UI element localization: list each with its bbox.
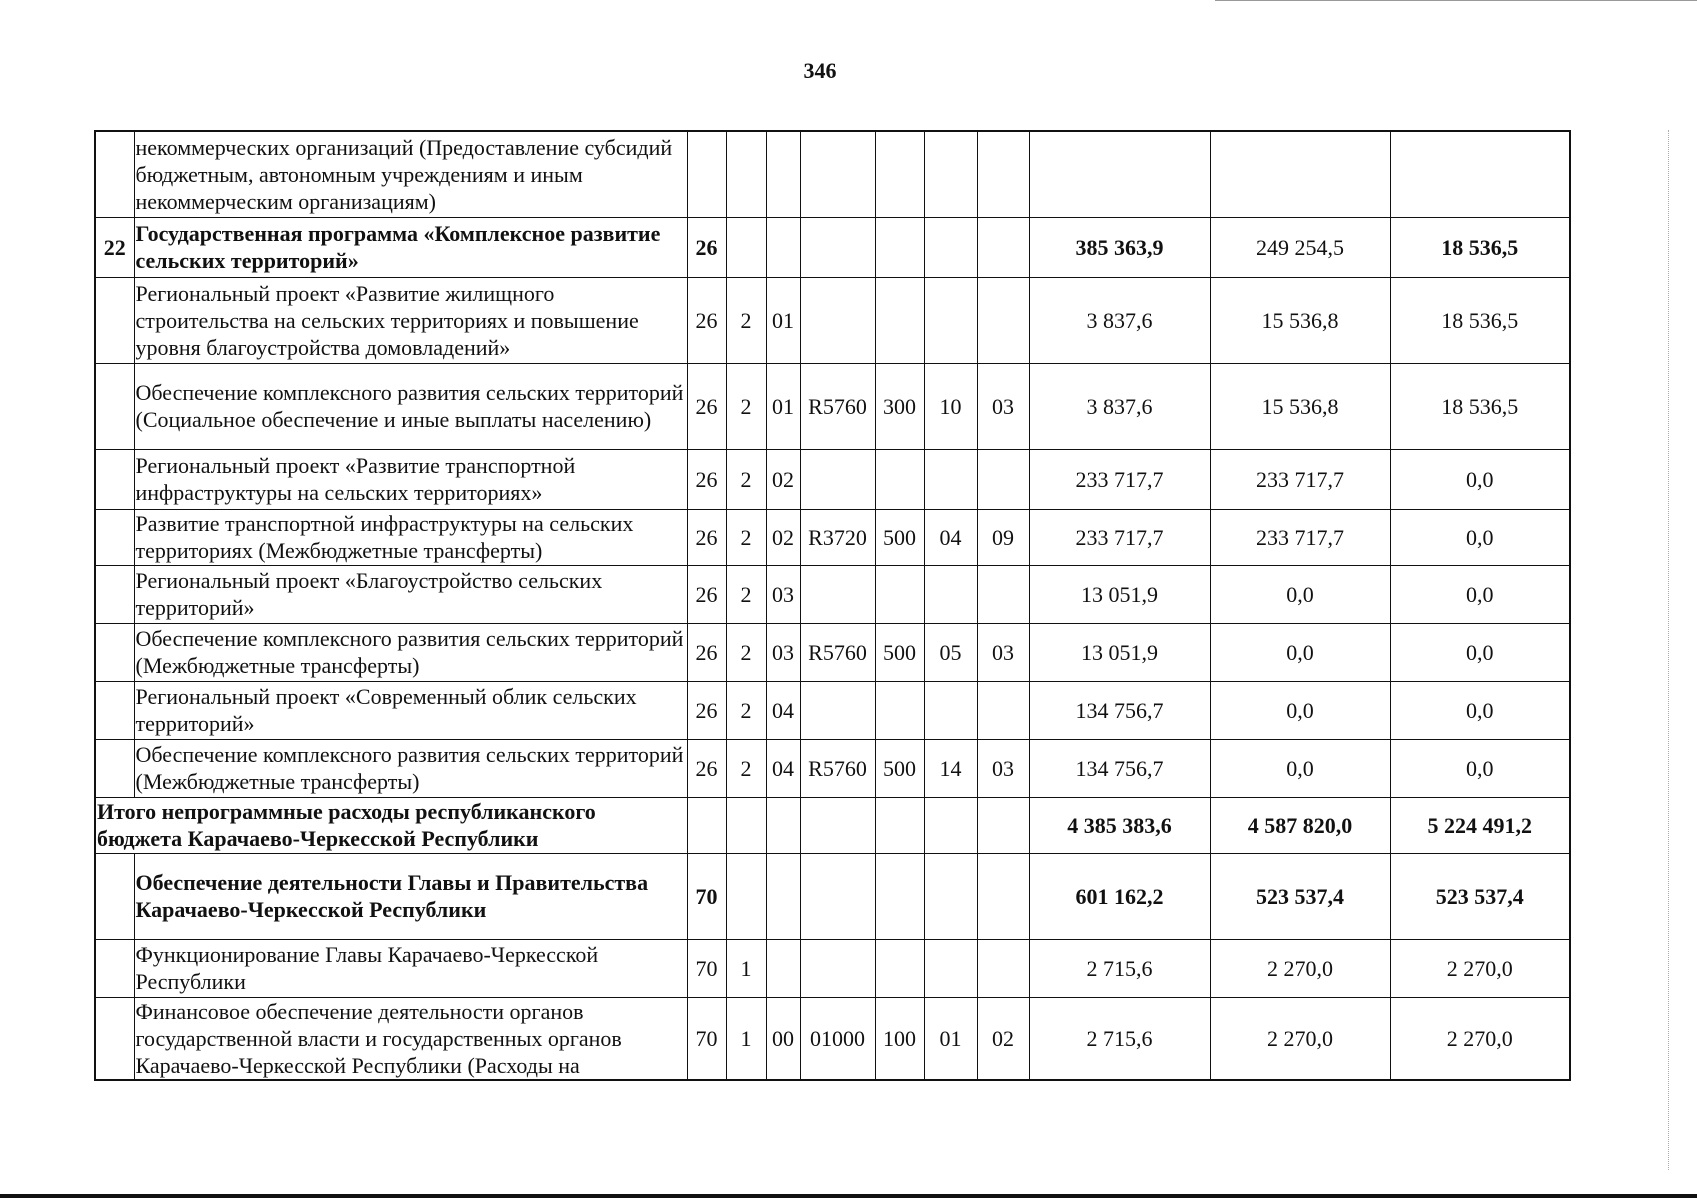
code-cell-1: 70	[687, 939, 726, 997]
table-row	[95, 853, 1570, 939]
code-cell-4	[800, 853, 875, 939]
code-cell-4	[800, 277, 875, 363]
code-cell-6	[924, 853, 977, 939]
amount-cell-3: 523 537,4	[1390, 853, 1570, 939]
code-cell-6: 05	[924, 623, 977, 681]
amount-cell-3: 0,0	[1390, 565, 1570, 623]
amount-cell-3: 0,0	[1390, 509, 1570, 565]
code-cell-3: 03	[766, 623, 800, 681]
amount-cell-2: 15 536,8	[1210, 277, 1390, 363]
code-cell-1: 26	[687, 217, 726, 277]
code-cell-1: 26	[687, 565, 726, 623]
code-cell-5: 100	[875, 997, 924, 1080]
total-description: Итого непрограммные расходы республиканского бюджета Карачаево-Черкесской Республики	[95, 797, 687, 853]
row-number-cell	[95, 739, 134, 797]
row-number-cell	[95, 997, 134, 1080]
amount-cell-1: 3 837,6	[1029, 363, 1210, 449]
description-cell: Региональный проект «Благоустройство сельских территорий»	[134, 565, 687, 623]
code-cell-5	[875, 939, 924, 997]
amount-cell-1: 233 717,7	[1029, 449, 1210, 509]
amount-cell-2: 2 270,0	[1210, 939, 1390, 997]
code-cell-4	[800, 131, 875, 217]
amount-cell-2: 233 717,7	[1210, 449, 1390, 509]
table-row	[95, 131, 1570, 217]
code-cell-1: 26	[687, 623, 726, 681]
code-cell-5: 500	[875, 509, 924, 565]
amount-cell-1: 3 837,6	[1029, 277, 1210, 363]
row-number-cell	[95, 277, 134, 363]
code-cell-3	[766, 797, 800, 853]
row-number-cell	[95, 939, 134, 997]
code-cell-3: 04	[766, 739, 800, 797]
code-cell-5	[875, 277, 924, 363]
code-cell-5	[875, 853, 924, 939]
code-cell-7	[977, 565, 1029, 623]
code-cell-6: 10	[924, 363, 977, 449]
amount-cell-2: 0,0	[1210, 565, 1390, 623]
code-cell-3	[766, 217, 800, 277]
amount-cell-1: 2 715,6	[1029, 939, 1210, 997]
table-row	[95, 623, 1570, 681]
code-cell-1: 26	[687, 277, 726, 363]
code-cell-2	[726, 217, 766, 277]
code-cell-5	[875, 797, 924, 853]
row-number-cell	[95, 681, 134, 739]
amount-cell-3: 0,0	[1390, 449, 1570, 509]
table-body	[95, 131, 1570, 1080]
code-cell-2: 2	[726, 277, 766, 363]
code-cell-4	[800, 449, 875, 509]
amount-cell-1: 134 756,7	[1029, 739, 1210, 797]
row-number-cell	[95, 131, 134, 217]
code-cell-6: 14	[924, 739, 977, 797]
code-cell-2	[726, 853, 766, 939]
code-cell-1	[687, 131, 726, 217]
code-cell-1: 26	[687, 739, 726, 797]
code-cell-7: 02	[977, 997, 1029, 1080]
amount-cell-1: 601 162,2	[1029, 853, 1210, 939]
code-cell-2: 2	[726, 509, 766, 565]
code-cell-7: 09	[977, 509, 1029, 565]
code-cell-2: 2	[726, 449, 766, 509]
description-cell: Региональный проект «Современный облик сельских территорий»	[134, 681, 687, 739]
code-cell-4	[800, 681, 875, 739]
row-number-cell	[95, 363, 134, 449]
code-cell-4: 01000	[800, 997, 875, 1080]
table-row	[95, 217, 1570, 277]
code-cell-3: 01	[766, 277, 800, 363]
code-cell-6	[924, 277, 977, 363]
amount-cell-1: 134 756,7	[1029, 681, 1210, 739]
code-cell-4: R5760	[800, 623, 875, 681]
page-number: 346	[803, 58, 837, 83]
amount-cell-3: 0,0	[1390, 739, 1570, 797]
amount-cell-1: 233 717,7	[1029, 509, 1210, 565]
code-cell-5	[875, 131, 924, 217]
code-cell-3: 00	[766, 997, 800, 1080]
code-cell-3	[766, 853, 800, 939]
code-cell-2: 2	[726, 681, 766, 739]
code-cell-4: R5760	[800, 739, 875, 797]
amount-cell-1: 2 715,6	[1029, 997, 1210, 1080]
amount-cell-2: 0,0	[1210, 739, 1390, 797]
code-cell-5: 500	[875, 623, 924, 681]
row-number-cell	[95, 509, 134, 565]
amount-cell-2: 249 254,5	[1210, 217, 1390, 277]
row-number-cell	[95, 853, 134, 939]
code-cell-2	[726, 797, 766, 853]
table-row	[95, 939, 1570, 997]
row-number-cell: 22	[95, 217, 134, 277]
scan-edge-dots	[1668, 130, 1669, 1170]
table-row	[95, 739, 1570, 797]
code-cell-1: 70	[687, 853, 726, 939]
code-cell-7	[977, 853, 1029, 939]
description-cell: Финансовое обеспечение деятельности органов государственной власти и государственных органов Карачаево-Черкесской Республики (Расходы на	[134, 997, 687, 1080]
amount-cell-3: 18 536,5	[1390, 217, 1570, 277]
code-cell-5	[875, 681, 924, 739]
amount-cell-2: 2 270,0	[1210, 997, 1390, 1080]
row-number-cell	[95, 449, 134, 509]
description-cell: Обеспечение комплексного развития сельских территорий (Межбюджетные трансферты)	[134, 623, 687, 681]
code-cell-5	[875, 217, 924, 277]
amount-cell-2	[1210, 131, 1390, 217]
amount-cell-3: 5 224 491,2	[1390, 797, 1570, 853]
code-cell-6	[924, 681, 977, 739]
code-cell-6	[924, 939, 977, 997]
budget-table	[94, 130, 1571, 1081]
amount-cell-1: 13 051,9	[1029, 565, 1210, 623]
amount-cell-3: 2 270,0	[1390, 997, 1570, 1080]
code-cell-5: 300	[875, 363, 924, 449]
code-cell-7: 03	[977, 739, 1029, 797]
code-cell-3: 01	[766, 363, 800, 449]
amount-cell-3: 18 536,5	[1390, 277, 1570, 363]
amount-cell-1	[1029, 131, 1210, 217]
code-cell-2	[726, 131, 766, 217]
description-cell: Развитие транспортной инфраструктуры на сельских территориях (Межбюджетные трансферты)	[134, 509, 687, 565]
code-cell-3: 02	[766, 509, 800, 565]
code-cell-7: 03	[977, 623, 1029, 681]
code-cell-1: 26	[687, 681, 726, 739]
description-cell: Региональный проект «Развитие транспортной инфраструктуры на сельских территориях»	[134, 449, 687, 509]
code-cell-3: 04	[766, 681, 800, 739]
row-number-cell	[95, 623, 134, 681]
code-cell-5	[875, 565, 924, 623]
amount-cell-3: 2 270,0	[1390, 939, 1570, 997]
amount-cell-3: 0,0	[1390, 623, 1570, 681]
amount-cell-1: 385 363,9	[1029, 217, 1210, 277]
code-cell-5: 500	[875, 739, 924, 797]
amount-cell-2: 233 717,7	[1210, 509, 1390, 565]
table-row	[95, 681, 1570, 739]
code-cell-7	[977, 797, 1029, 853]
amount-cell-2: 4 587 820,0	[1210, 797, 1390, 853]
code-cell-4	[800, 217, 875, 277]
code-cell-7	[977, 277, 1029, 363]
code-cell-6	[924, 131, 977, 217]
code-cell-5	[875, 449, 924, 509]
amount-cell-3: 18 536,5	[1390, 363, 1570, 449]
description-cell: Обеспечение комплексного развития сельских территорий (Межбюджетные трансферты)	[134, 739, 687, 797]
code-cell-1: 26	[687, 509, 726, 565]
code-cell-3	[766, 131, 800, 217]
code-cell-6	[924, 565, 977, 623]
code-cell-1: 26	[687, 363, 726, 449]
description-cell: Региональный проект «Развитие жилищного строительства на сельских территориях и повышение уровня благоустройства домовладений»	[134, 277, 687, 363]
amount-cell-1: 13 051,9	[1029, 623, 1210, 681]
table-row	[95, 277, 1570, 363]
table-row	[95, 509, 1570, 565]
code-cell-6	[924, 449, 977, 509]
total-row	[95, 797, 1570, 853]
amount-cell-3: 0,0	[1390, 681, 1570, 739]
code-cell-6: 01	[924, 997, 977, 1080]
top-scan-rule	[1215, 0, 1697, 1]
code-cell-7	[977, 449, 1029, 509]
description-cell: Обеспечение комплексного развития сельских территорий (Социальное обеспечение и иные выплаты населению)	[134, 363, 687, 449]
code-cell-3	[766, 939, 800, 997]
bottom-scan-rule	[0, 1194, 1697, 1198]
code-cell-4	[800, 565, 875, 623]
code-cell-3: 03	[766, 565, 800, 623]
amount-cell-3	[1390, 131, 1570, 217]
code-cell-4: R3720	[800, 509, 875, 565]
amount-cell-2: 15 536,8	[1210, 363, 1390, 449]
code-cell-7	[977, 681, 1029, 739]
table-row	[95, 449, 1570, 509]
code-cell-2: 2	[726, 565, 766, 623]
description-cell: Государственная программа «Комплексное развитие сельских территорий»	[134, 217, 687, 277]
amount-cell-2: 523 537,4	[1210, 853, 1390, 939]
code-cell-2: 2	[726, 363, 766, 449]
table-row	[95, 565, 1570, 623]
code-cell-4: R5760	[800, 363, 875, 449]
description-cell: некоммерческих организаций (Предоставление субсидий бюджетным, автономным учреждениям и иным некоммерческим организациям)	[134, 131, 687, 217]
code-cell-6	[924, 217, 977, 277]
amount-cell-2: 0,0	[1210, 681, 1390, 739]
code-cell-1: 26	[687, 449, 726, 509]
code-cell-6	[924, 797, 977, 853]
row-number-cell	[95, 565, 134, 623]
table-row	[95, 363, 1570, 449]
code-cell-1: 70	[687, 997, 726, 1080]
code-cell-7: 03	[977, 363, 1029, 449]
code-cell-4	[800, 939, 875, 997]
code-cell-7	[977, 217, 1029, 277]
code-cell-3: 02	[766, 449, 800, 509]
code-cell-2: 2	[726, 739, 766, 797]
amount-cell-1: 4 385 383,6	[1029, 797, 1210, 853]
code-cell-2: 2	[726, 623, 766, 681]
code-cell-6: 04	[924, 509, 977, 565]
code-cell-2: 1	[726, 939, 766, 997]
code-cell-4	[800, 797, 875, 853]
amount-cell-2: 0,0	[1210, 623, 1390, 681]
description-cell: Обеспечение деятельности Главы и Правительства Карачаево-Черкесской Республики	[134, 853, 687, 939]
code-cell-1	[687, 797, 726, 853]
code-cell-7	[977, 939, 1029, 997]
description-cell: Функционирование Главы Карачаево-Черкесской Республики	[134, 939, 687, 997]
table-row	[95, 997, 1570, 1080]
code-cell-2: 1	[726, 997, 766, 1080]
code-cell-7	[977, 131, 1029, 217]
